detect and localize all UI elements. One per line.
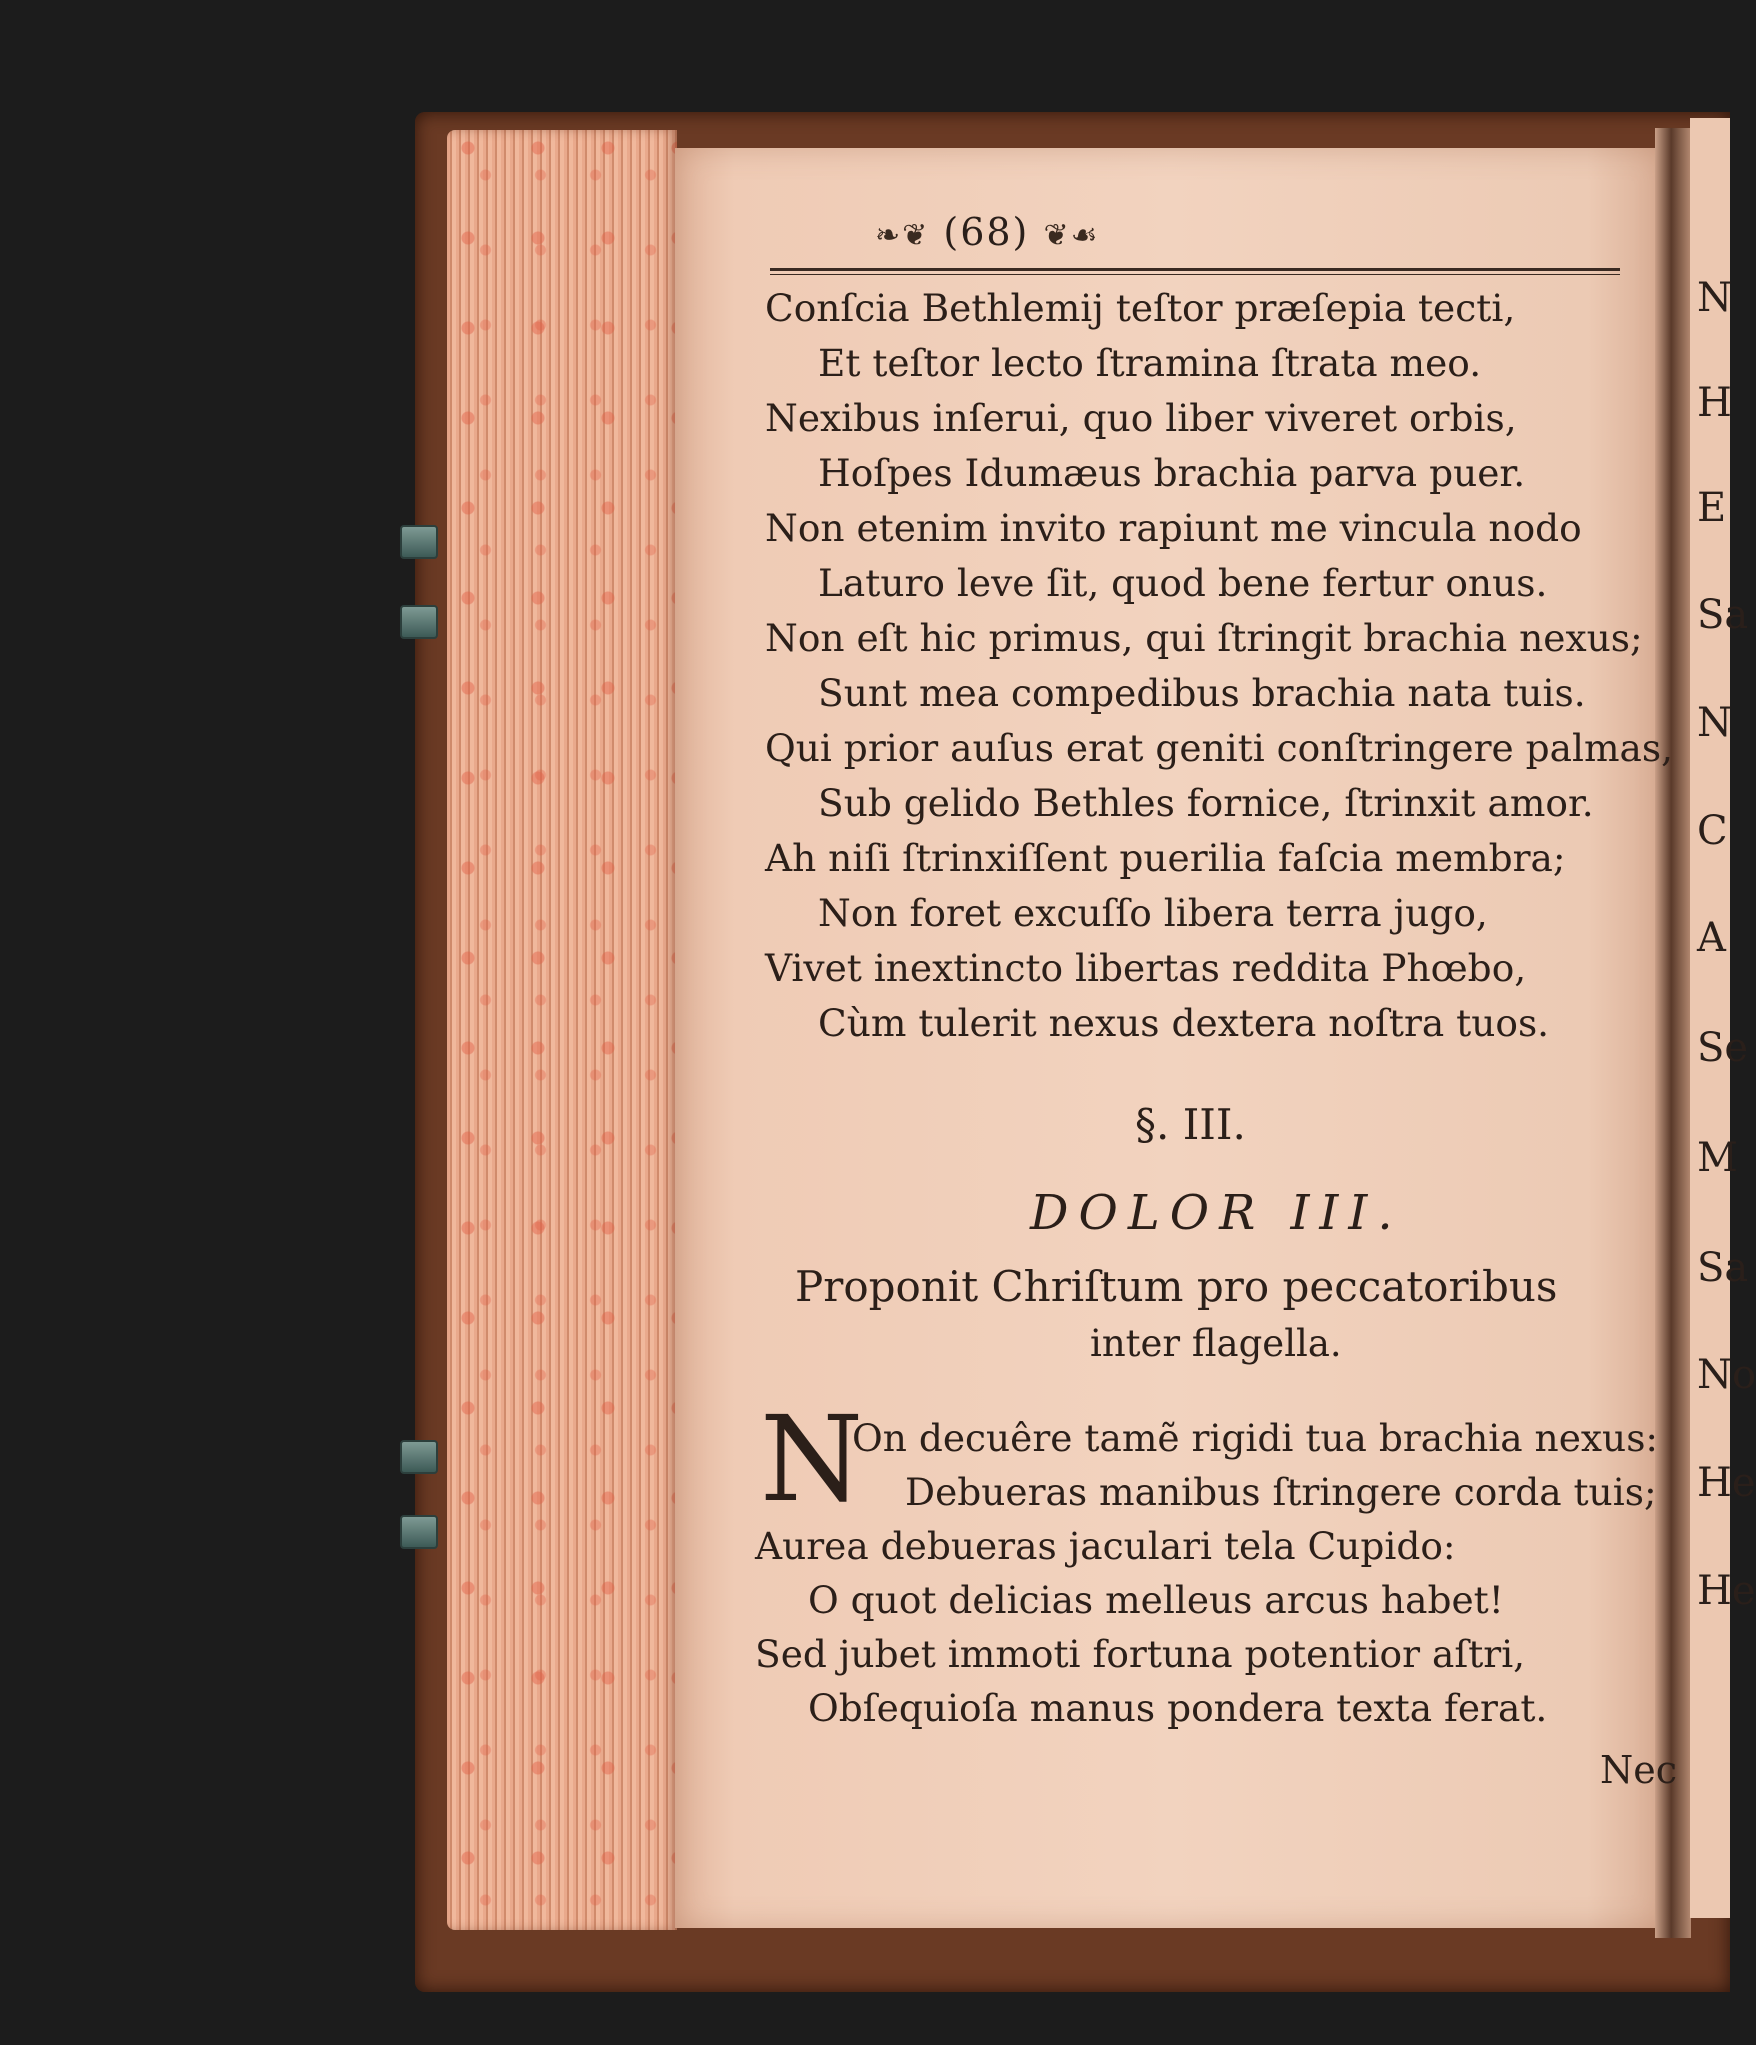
page-edges xyxy=(447,130,677,1930)
drop-cap: N xyxy=(760,1390,864,1528)
verse-line: Cùm tulerit nexus dextera noſtra tuos. xyxy=(818,1001,1550,1045)
verse-line: Non eſt hic primus, qui ſtringit brachia nexus; xyxy=(765,616,1643,660)
page-number: (68) xyxy=(943,210,1030,254)
verse-line: Sed jubet immoti fortuna potentior aſtri, xyxy=(755,1632,1526,1676)
section-subtitle-1: Proponit Chriſtum pro peccatoribus xyxy=(795,1262,1558,1311)
verse-line: Hoſpes Idumæus brachia parva puer. xyxy=(818,451,1526,495)
fragment-line: Se xyxy=(1697,1025,1749,1071)
fragment-line: No xyxy=(1697,1352,1756,1398)
verse-line: O quot delicias melleus arcus habet! xyxy=(808,1578,1504,1622)
fragment-line: C xyxy=(1697,808,1728,854)
fragment-line: Sa xyxy=(1697,1245,1749,1291)
fragment-line: He xyxy=(1697,1460,1756,1506)
header-rule-thin xyxy=(770,274,1620,275)
verse-line: Non foret excuſſo libera terra jugo, xyxy=(818,891,1488,935)
verse-line: Nexibus inſerui, quo liber viveret orbis, xyxy=(765,396,1517,440)
fragment-line: N xyxy=(1697,700,1732,746)
verse-line: Vivet inextincto libertas reddita Phœbo, xyxy=(765,946,1527,990)
verse-line: Sunt mea compedibus brachia nata tuis. xyxy=(818,671,1586,715)
fragment-line: He xyxy=(1697,1568,1756,1614)
fragment-line: H xyxy=(1697,380,1732,426)
clasp-top-2 xyxy=(400,605,438,639)
verse-line: Non etenim invito rapiunt me vincula nodo xyxy=(765,506,1582,550)
ornament-right-icon: ❦☙ xyxy=(1043,218,1100,253)
verse-line: Debueras manibus ſtringere corda tuis; xyxy=(905,1470,1657,1514)
ornament-left-icon: ❧❦ xyxy=(875,218,930,253)
verse-line: Obſequioſa manus pondera texta ferat. xyxy=(808,1686,1548,1730)
running-header xyxy=(875,210,1100,254)
verse-line: Laturo leve ſit, quod bene fertur onus. xyxy=(818,561,1548,605)
fragment-line: Sa xyxy=(1697,592,1749,638)
fragment-line: E xyxy=(1697,485,1727,531)
verse-line: On decuêre tamẽ rigidi tua brachia nexus: xyxy=(852,1416,1659,1460)
header-rule xyxy=(770,268,1620,271)
section-subtitle-2: inter flagella. xyxy=(1090,1322,1342,1365)
catchword: Nec xyxy=(1600,1748,1678,1792)
verse-line: Sub gelido Bethles fornice, ſtrinxit amor. xyxy=(818,781,1594,825)
verse-line: Conſcia Bethlemij teſtor præſepia tecti, xyxy=(765,286,1516,330)
fragment-line: M xyxy=(1697,1135,1738,1181)
clasp-top xyxy=(400,525,438,559)
book-gutter xyxy=(1655,128,1691,1938)
verse-line: Ah niſi ſtrinxiſſent puerilia faſcia membra; xyxy=(765,836,1566,880)
verse-line: Et teſtor lecto ſtramina ſtrata meo. xyxy=(818,341,1482,385)
section-number: §. III. xyxy=(1135,1100,1246,1149)
fragment-line: A xyxy=(1697,915,1726,961)
clasp-bottom-2 xyxy=(400,1515,438,1549)
verse-line: Aurea debueras jaculari tela Cupido: xyxy=(755,1524,1456,1568)
fragment-line: N xyxy=(1697,275,1732,321)
clasp-bottom xyxy=(400,1440,438,1474)
section-heading: DOLOR III. xyxy=(1030,1185,1403,1241)
verse-line: Qui prior auſus erat geniti conſtringere palmas, xyxy=(765,726,1674,770)
